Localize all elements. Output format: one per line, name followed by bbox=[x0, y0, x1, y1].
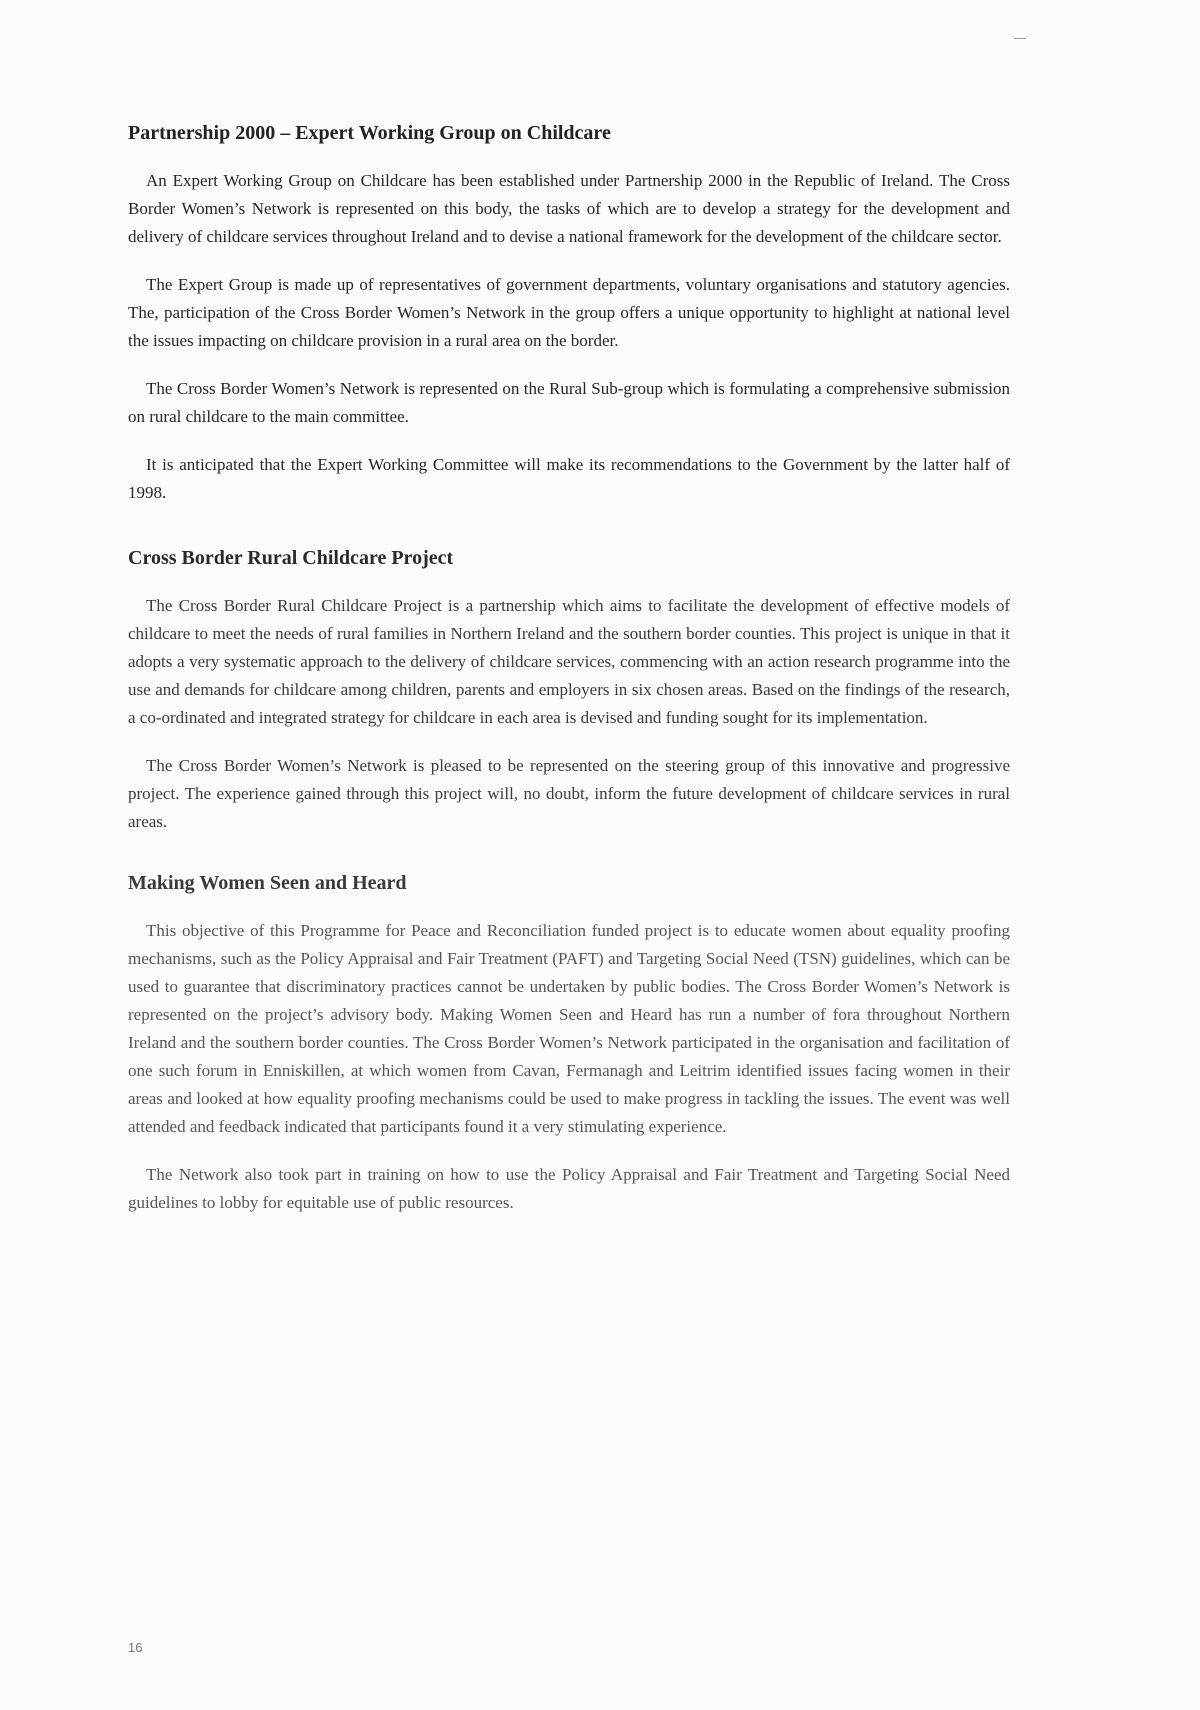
paragraph: The Cross Border Rural Childcare Project is a partnership which aims to facilitate the development of effective models of childcare to meet the needs of rural families in Northern Ireland and the southern border counties. This project is unique in that it adopts a very systematic approach to the delivery of childcare services, commencing with an action research programme into the use and demands for childcare among children, parents and employers in six chosen areas. Based on the findings of the research, a co-ordinated and integrated strategy for childcare in each area is devised and funding sought for its implementation. bbox=[128, 596, 1010, 727]
section-making-women-seen-and-heard bbox=[128, 872, 1010, 1217]
section-heading: Making Women Seen and Heard bbox=[128, 872, 407, 894]
scan-mark bbox=[1014, 38, 1026, 39]
paragraph: This objective of this Programme for Peace and Reconciliation funded project is to educate women about equality proofing mechanisms, such as the Policy Appraisal and Fair Treatment (PAFT) and Targeting Social Need (TSN) guidelines, which can be used to guarantee that discriminatory practices cannot be undertaken by public bodies. The Cross Border Women’s Network is represented on the project’s advisory body. Making Women Seen and Heard has run a number of fora throughout Northern Ireland and the southern border counties. The Cross Border Women’s Network participated in the organisation and facilitation of one such forum in Enniskillen, at which women from Cavan, Fermanagh and Leitrim identified issues facing women in their areas and looked at how equality proofing mechanisms could be used to make progress in tackling the issues. The event was well attended and feedback indicated that participants found it a very stimulating experience. bbox=[128, 921, 1010, 1136]
section-heading: Partnership 2000 – Expert Working Group on Childcare bbox=[128, 122, 611, 144]
paragraph: The Network also took part in training on how to use the Policy Appraisal and Fair Treatment and Targeting Social Need guidelines to lobby for equitable use of public resources. bbox=[128, 1165, 1010, 1212]
paragraph: An Expert Working Group on Childcare has been established under Partnership 2000 in the Republic of Ireland. The Cross Border Women’s Network is represented on this body, the tasks of which are to develop a strategy for the development and delivery of childcare services throughout Ireland and to devise a national framework for the development of the childcare sector. bbox=[128, 171, 1010, 246]
paragraph: It is anticipated that the Expert Working Committee will make its recommendations to the Government by the latter half of 1998. bbox=[128, 455, 1010, 502]
paragraph: The Cross Border Women’s Network is pleased to be represented on the steering group of this innovative and progressive project. The experience gained through this project will, no doubt, inform the future development of childcare services in rural areas. bbox=[128, 756, 1010, 831]
page-content bbox=[128, 122, 1010, 1237]
page-number: 16 bbox=[128, 1640, 143, 1655]
paragraph: The Expert Group is made up of representatives of government departments, voluntary organisations and statutory agencies. The, participation of the Cross Border Women’s Network in the group offers a unique opportunity to highlight at national level the issues impacting on childcare provision in a rural area on the border. bbox=[128, 275, 1010, 350]
section-heading: Cross Border Rural Childcare Project bbox=[128, 547, 454, 569]
section-partnership-2000 bbox=[128, 122, 1010, 507]
paragraph: The Cross Border Women’s Network is represented on the Rural Sub-group which is formulating a comprehensive submission on rural childcare to the main committee. bbox=[128, 379, 1010, 426]
section-rural-childcare-project bbox=[128, 547, 1010, 836]
